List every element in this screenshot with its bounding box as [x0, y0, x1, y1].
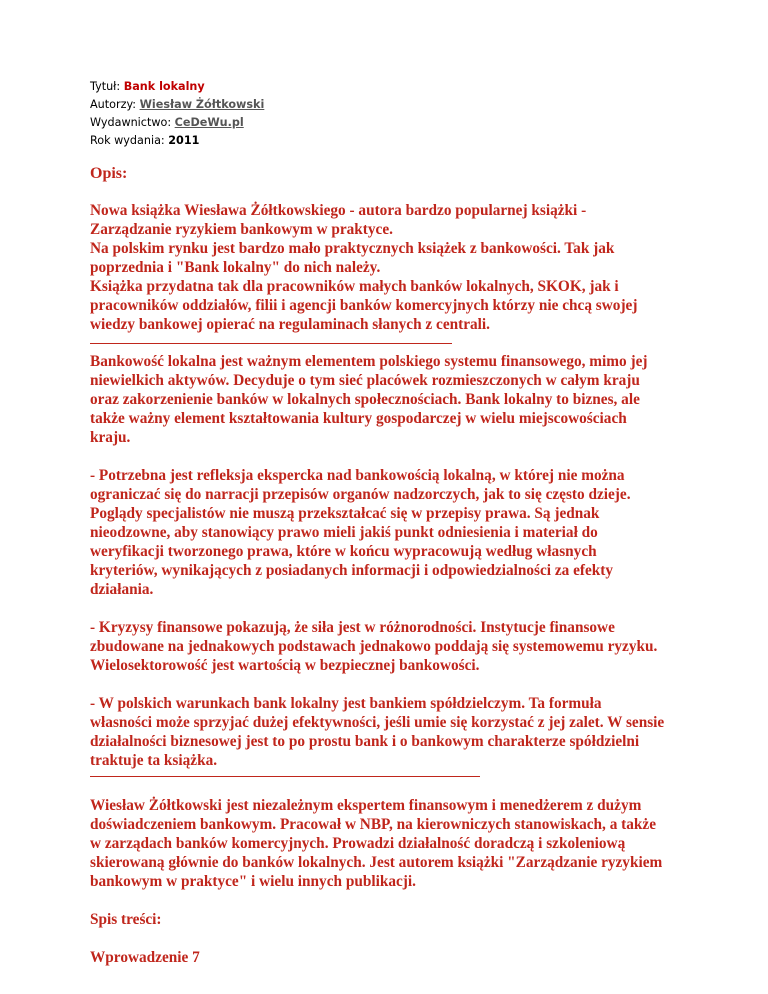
point-3-paragraph: [90, 694, 690, 770]
toc-heading: Spis treści:: [90, 911, 162, 928]
text-line: działalności biznesowej jest to po prostu bank i o bankowym charakterze spółdzielni: [90, 733, 640, 750]
text-line: - Potrzebna jest refleksja ekspercka nad bankowością lokalną, w której nie można: [90, 467, 625, 484]
text-line: weryfikacji tworzonego prawa, które w końcu wypracowują według własnych: [90, 543, 597, 560]
text-line: doświadczeniem bankowym. Pracował w NBP, na kierowniczych stanowiskach, a także: [90, 816, 656, 833]
year-label: Rok wydania:: [90, 134, 169, 147]
text-line: pracowników oddziałów, filii i agencji banków komercyjnych którzy nie chcą swojej: [90, 297, 638, 314]
text-line: Wielosektorowość jest wartością w bezpiecznej bankowości.: [90, 657, 480, 674]
publisher-label: Wydawnictwo:: [90, 116, 175, 129]
text-line: zbudowane na jednakowych podstawach jednakowo poddają się systemowemu ryzyku.: [90, 638, 658, 655]
text-line: traktuje ta książka.: [90, 752, 218, 769]
text-line: w zarządach banków komercyjnych. Prowadzi działalność doradczą i szkoleniową: [90, 835, 626, 852]
authors-label: Autorzy:: [90, 98, 140, 111]
publisher-link[interactable]: CeDeWu.pl: [174, 116, 244, 129]
text-line: kryteriów, wynikających z posiadanych informacji i odpowiedzialności za efekty: [90, 562, 614, 579]
text-line: Poglądy specjalistów nie muszą przekształcać się w przepisy prawa. Są jednak: [90, 505, 600, 522]
text-line: wiedzy bankowej opierać na regulaminach słanych z centrali.: [90, 316, 490, 333]
author-bio-paragraph: [90, 796, 690, 891]
spacer: [90, 929, 690, 948]
text-line: - W polskich warunkach bank lokalny jest bankiem spółdzielczym. Ta formuła: [90, 695, 602, 712]
description-heading: Opis:: [90, 165, 128, 182]
text-line: ograniczać się do narracji przepisów organów nadzorczych, jak to się często dzieje.: [90, 486, 631, 503]
toc-item: Wprowadzenie 7: [90, 949, 200, 966]
spacer: [90, 447, 690, 466]
spacer: [90, 599, 690, 618]
text-line: nieodzowne, aby stanowiący prawo mieli jakiś punkt odniesienia i materiał do: [90, 524, 598, 541]
title-value: Bank lokalny: [123, 80, 205, 93]
divider-rule: [90, 343, 452, 344]
text-line: Bankowość lokalna jest ważnym elementem polskiego systemu finansowego, mimo jej: [90, 353, 648, 370]
spacer: [90, 777, 690, 796]
text-line: skierowaną głównie do banków lokalnych. Jest autorem książki "Zarządzanie ryzykiem: [90, 854, 663, 871]
point-1-paragraph: [90, 466, 690, 599]
text-line: Nowa książka Wiesława Żółtkowskiego - autora bardzo popularnej książki -: [90, 202, 587, 219]
local-banking-paragraph: [90, 352, 690, 447]
text-line: Książka przydatna tak dla pracowników małych banków lokalnych, SKOK, jak i: [90, 278, 619, 295]
year-value: 2011: [168, 134, 200, 147]
title-label: Tytuł:: [90, 80, 124, 93]
publisher-row: [90, 114, 690, 132]
text-line: niewielkich aktywów. Decyduje o tym sieć placówek rozmieszczonych w całym kraju: [90, 372, 640, 389]
text-line: Wiesław Żółtkowski jest niezależnym ekspertem finansowym i menedżerem z dużym: [90, 797, 642, 814]
title-row: [90, 78, 690, 96]
book-metadata: [90, 78, 690, 150]
text-line: oraz zakorzenienie banków w lokalnych społecznościach. Bank lokalny to biznes, ale: [90, 391, 640, 408]
text-line: kraju.: [90, 429, 131, 446]
year-row: [90, 132, 690, 150]
text-line: bankowym w praktyce" i wielu innych publikacji.: [90, 873, 416, 890]
author-link[interactable]: Wiesław Żółtkowski: [139, 98, 265, 111]
point-2-paragraph: [90, 618, 690, 675]
document-page: [90, 78, 690, 967]
spacer: [90, 675, 690, 694]
text-line: działania.: [90, 581, 154, 598]
text-line: własności może sprzyjać dużej efektywności, jeśli umie się korzystać z jej zalet. W sensie: [90, 714, 665, 731]
text-line: Na polskim rynku jest bardzo mało praktycznych książek z bankowości. Tak jak: [90, 240, 615, 257]
intro-paragraph: [90, 201, 690, 334]
text-line: - Kryzysy finansowe pokazują, że siła jest w różnorodności. Instytucje finansowe: [90, 619, 615, 636]
text-line: także ważny element kształtowania kultury gospodarczej w wielu miejscowościach: [90, 410, 627, 427]
spacer: [90, 891, 690, 910]
text-line: Zarządzanie ryzykiem bankowym w praktyce.: [90, 221, 393, 238]
text-line: poprzednia i "Bank lokalny" do nich należy.: [90, 259, 381, 276]
authors-row: [90, 96, 690, 114]
